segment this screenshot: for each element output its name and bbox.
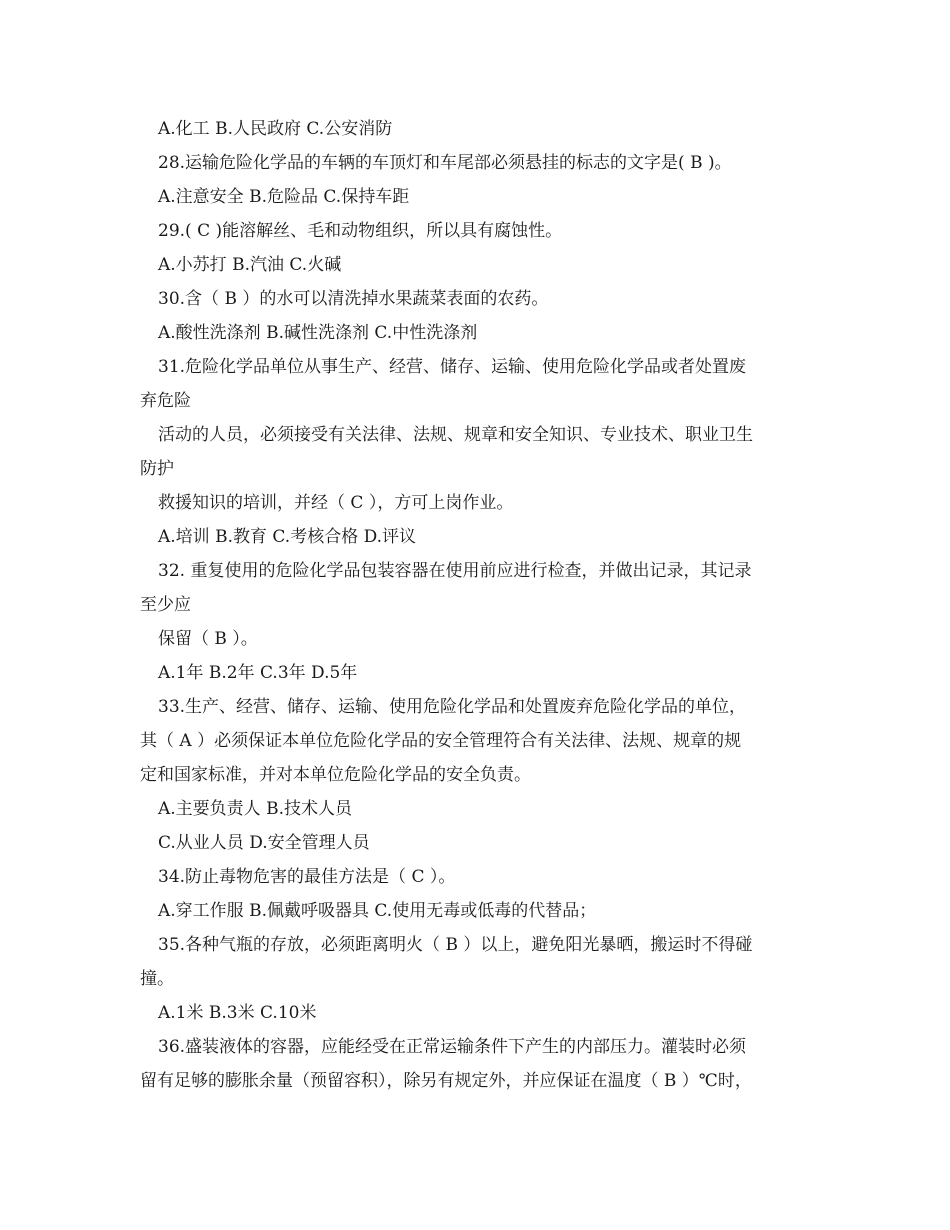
- text-line: 防护: [140, 459, 174, 479]
- text-line: 30.含（ B ）的水可以清洗掉水果蔬菜表面的农药。: [158, 289, 549, 309]
- text-line: 救援知识的培训，并经（ C ），方可上岗作业。: [158, 493, 514, 513]
- text-line: 保留（ B ）。: [158, 629, 258, 649]
- text-line: A.小苏打 B.汽油 C.火碱: [158, 255, 342, 275]
- text-line: 36.盛装液体的容器，应能经受在正常运输条件下产生的内部压力。灌装时必须: [158, 1037, 747, 1057]
- text-line: C.从业人员 D.安全管理人员: [158, 833, 370, 853]
- text-line: 34.防止毒物危害的最佳方法是（ C ）。: [158, 867, 456, 887]
- text-line: A.培训 B.教育 C.考核合格 D.评议: [158, 527, 417, 547]
- text-line: 留有足够的膨胀余量（预留容积），除另有规定外，并应保证在温度（ B ）℃时，: [140, 1071, 752, 1091]
- text-line: A.主要负责人 B.技术人员: [158, 799, 352, 819]
- text-line: A.注意安全 B.危险品 C.保持车距: [158, 187, 410, 207]
- text-line: 其（ A ）必须保证本单位危险化学品的安全管理符合有关法律、法规、规章的规: [140, 731, 742, 751]
- text-line: A.1年 B.2年 C.3年 D.5年: [158, 663, 358, 683]
- text-line: 活动的人员，必须接受有关法律、法规、规章和安全知识、专业技术、职业卫生: [158, 425, 753, 445]
- text-line: 撞。: [140, 969, 174, 989]
- text-line: 至少应: [140, 595, 191, 615]
- text-line: 31.危险化学品单位从事生产、经营、储存、运输、使用危险化学品或者处置废: [158, 357, 747, 377]
- text-line: A.酸性洗涤剂 B.碱性洗涤剂 C.中性洗涤剂: [158, 323, 478, 343]
- text-line: A.穿工作服 B.佩戴呼吸器具 C.使用无毒或低毒的代替品；: [158, 901, 597, 921]
- text-line: 28.运输危险化学品的车辆的车顶灯和车尾部必须悬挂的标志的文字是( B )。: [158, 153, 732, 173]
- text-line: A.1米 B.3米 C.10米: [158, 1003, 317, 1023]
- text-line: 弃危险: [140, 391, 191, 411]
- text-line: 35.各种气瓶的存放，必须距离明火（ B ）以上，避免阳光暴晒，搬运时不得碰: [158, 935, 753, 955]
- text-line: A.化工 B.人民政府 C.公安消防: [158, 119, 393, 139]
- text-line: 定和国家标准，并对本单位危险化学品的安全负责。: [140, 765, 531, 785]
- text-line: 29.( C )能溶解丝、毛和动物组织，所以具有腐蚀性。: [158, 221, 563, 241]
- text-line: 32. 重复使用的危险化学品包装容器在使用前应进行检查，并做出记录，其记录: [158, 561, 752, 581]
- text-line: 33.生产、经营、储存、运输、使用危险化学品和处置废弃危险化学品的单位，: [158, 697, 747, 717]
